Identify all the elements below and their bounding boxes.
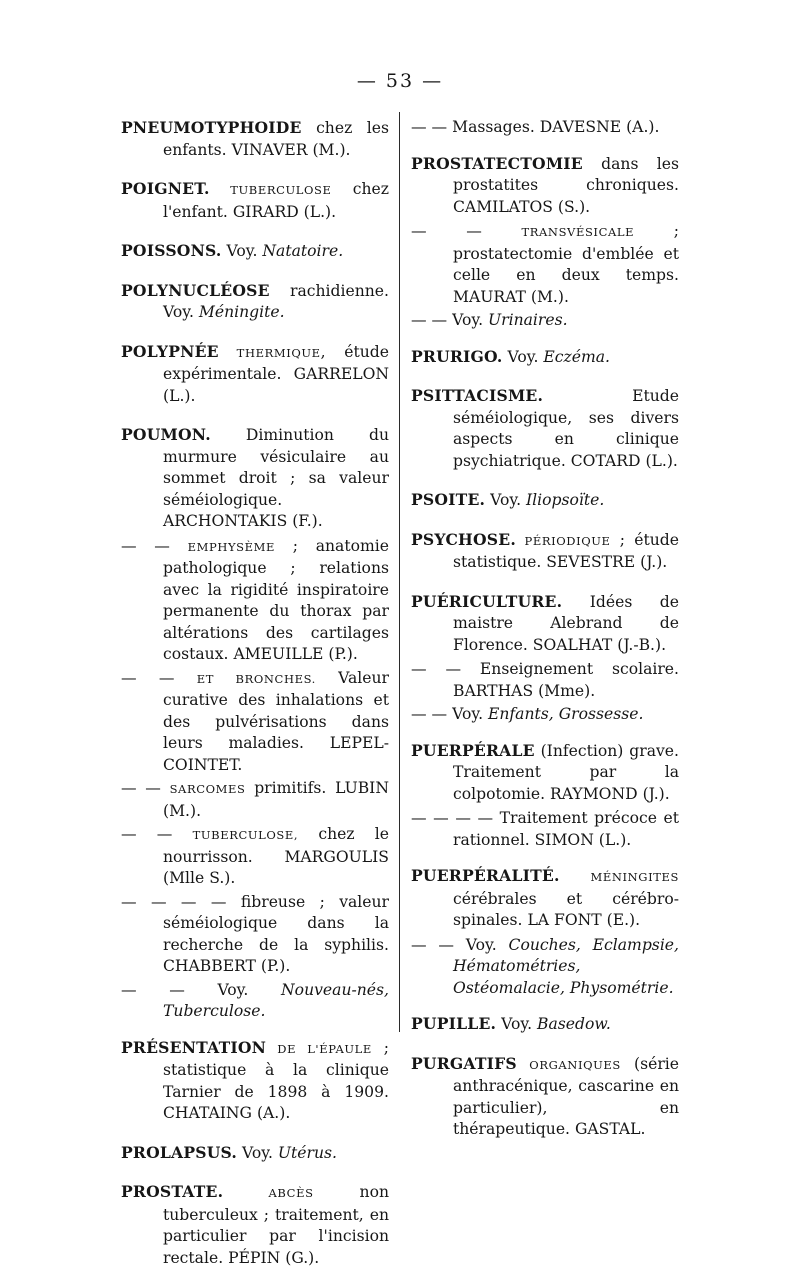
index-subentry: — — Voy. Nouveau-nés, Tuberculose. (121, 980, 389, 1020)
index-entry: PROSTATE. ABCÈS non tuberculeux ; traitement, en particulier par l'incision rectale. PÉPIN (G.). (121, 1182, 390, 1267)
index-entry: PSYCHOSE. PÉRIODIQUE ; étude statistique. SEVESTRE (J.). (411, 529, 679, 571)
index-subentry: — — SARCOMES primitifs. LUBIN (M.). (121, 779, 389, 820)
index-entry: PROSTATECTOMIE dans les prostatites chroniques. CAMILATOS (S.). (411, 153, 679, 216)
index-entry: POLYNUCLÉOSE rachidienne. Voy. Méningite. (121, 280, 389, 321)
index-subentry: — — Voy. Enfants, Grossesse. (411, 705, 644, 723)
index-entry: PROLAPSUS. Voy. Utérus. (121, 1142, 337, 1162)
index-subentry: — — — — fibreuse ; valeur séméiologique dans la recherche de la syphilis. CHABBERT (P.). (121, 892, 390, 975)
index-entry: POUMON. Diminution du murmure vésiculaire au sommet droit ; sa valeur séméiologique. ARCHONTAKIS (F.). (121, 425, 389, 530)
index-entry: POLYPNÉE THERMIQUE, étude expérimentale. GARRELON (L.). (121, 341, 389, 405)
index-subentry: — — ET BRONCHES. Valeur curative des inhalations et des pulvérisations dans leurs maladies. LEPEL-COINTET. (121, 668, 389, 774)
index-subentry: — — TUBERCULOSE, chez le nourrisson. MARGOULIS (Mlle S.). (121, 825, 389, 887)
index-subentry: — — Voy. Couches, Eclampsie, Hématométries, Ostéomalacie, Physométrie. (411, 935, 679, 997)
index-subentry: — — TRANSVÉSICALE ; prostatectomie d'emblée et celle en deux temps. MAURAT (M.). (411, 222, 679, 306)
index-entry: PUPILLE. Voy. Basedow. (411, 1014, 611, 1033)
index-entry: POIGNET. TUBERCULOSE chez l'enfant. GIRARD (L.). (121, 179, 389, 221)
index-entry: POISSONS. Voy. Natatoire. (121, 241, 344, 260)
index-entry: PSITTACISME. Etude séméiologique, ses divers aspects en clinique psychiatrique. COTARD (L.). (411, 386, 679, 470)
index-subentry: — — EMPHYSÈME ; anatomie pathologique ; relations avec la rigidité inspiratoire permanente du thorax par altérations des cartilages costaux. AMEUILLE (P.). (121, 536, 389, 663)
index-subentry: — — Voy. Urinaires. (411, 311, 568, 329)
left-column (121, 117, 389, 1286)
index-entry: PUERPÉRALITÉ. MÉNINGITES cérébrales et cérébro-spinales. LA FONT (E.). (411, 866, 679, 929)
index-entry: PUERPÉRALE (Infection) grave. Traitement par la colpotomie. RAYMOND (J.). (411, 740, 679, 803)
index-entry: PURGATIFS ORGANIQUES (série anthracénique, cascarine en particulier), en thérapeutique. GASTAL. (411, 1053, 679, 1138)
index-entry: PSOITE. Voy. Iliopsoïte. (411, 490, 605, 509)
index-entry: PRURIGO. Voy. Eczéma. (411, 346, 610, 366)
index-subentry: — — — — Traitement précoce et rationnel. SIMON (L.). (411, 809, 679, 849)
index-subentry: — — Enseignement scolaire. BARTHAS (Mme). (411, 660, 679, 700)
index-subentry: — — Massages. DAVESNE (A.). (411, 118, 660, 136)
index-entry: PRÉSENTATION DE L'ÉPAULE ; statistique à la clinique Tarnier de 1898 à 1909. CHATAING (A.). (121, 1037, 389, 1122)
right-column (411, 117, 679, 1158)
index-entry: PUÉRICULTURE. Idées de maistre Alebrand de Florence. SOALHAT (J.-B.). (411, 591, 679, 654)
column-divider (399, 112, 400, 1032)
index-entry: PNEUMOTYPHOIDE chez les enfants. VINAVER (M.). (121, 118, 389, 159)
page-number: — 53 — (356, 70, 444, 92)
